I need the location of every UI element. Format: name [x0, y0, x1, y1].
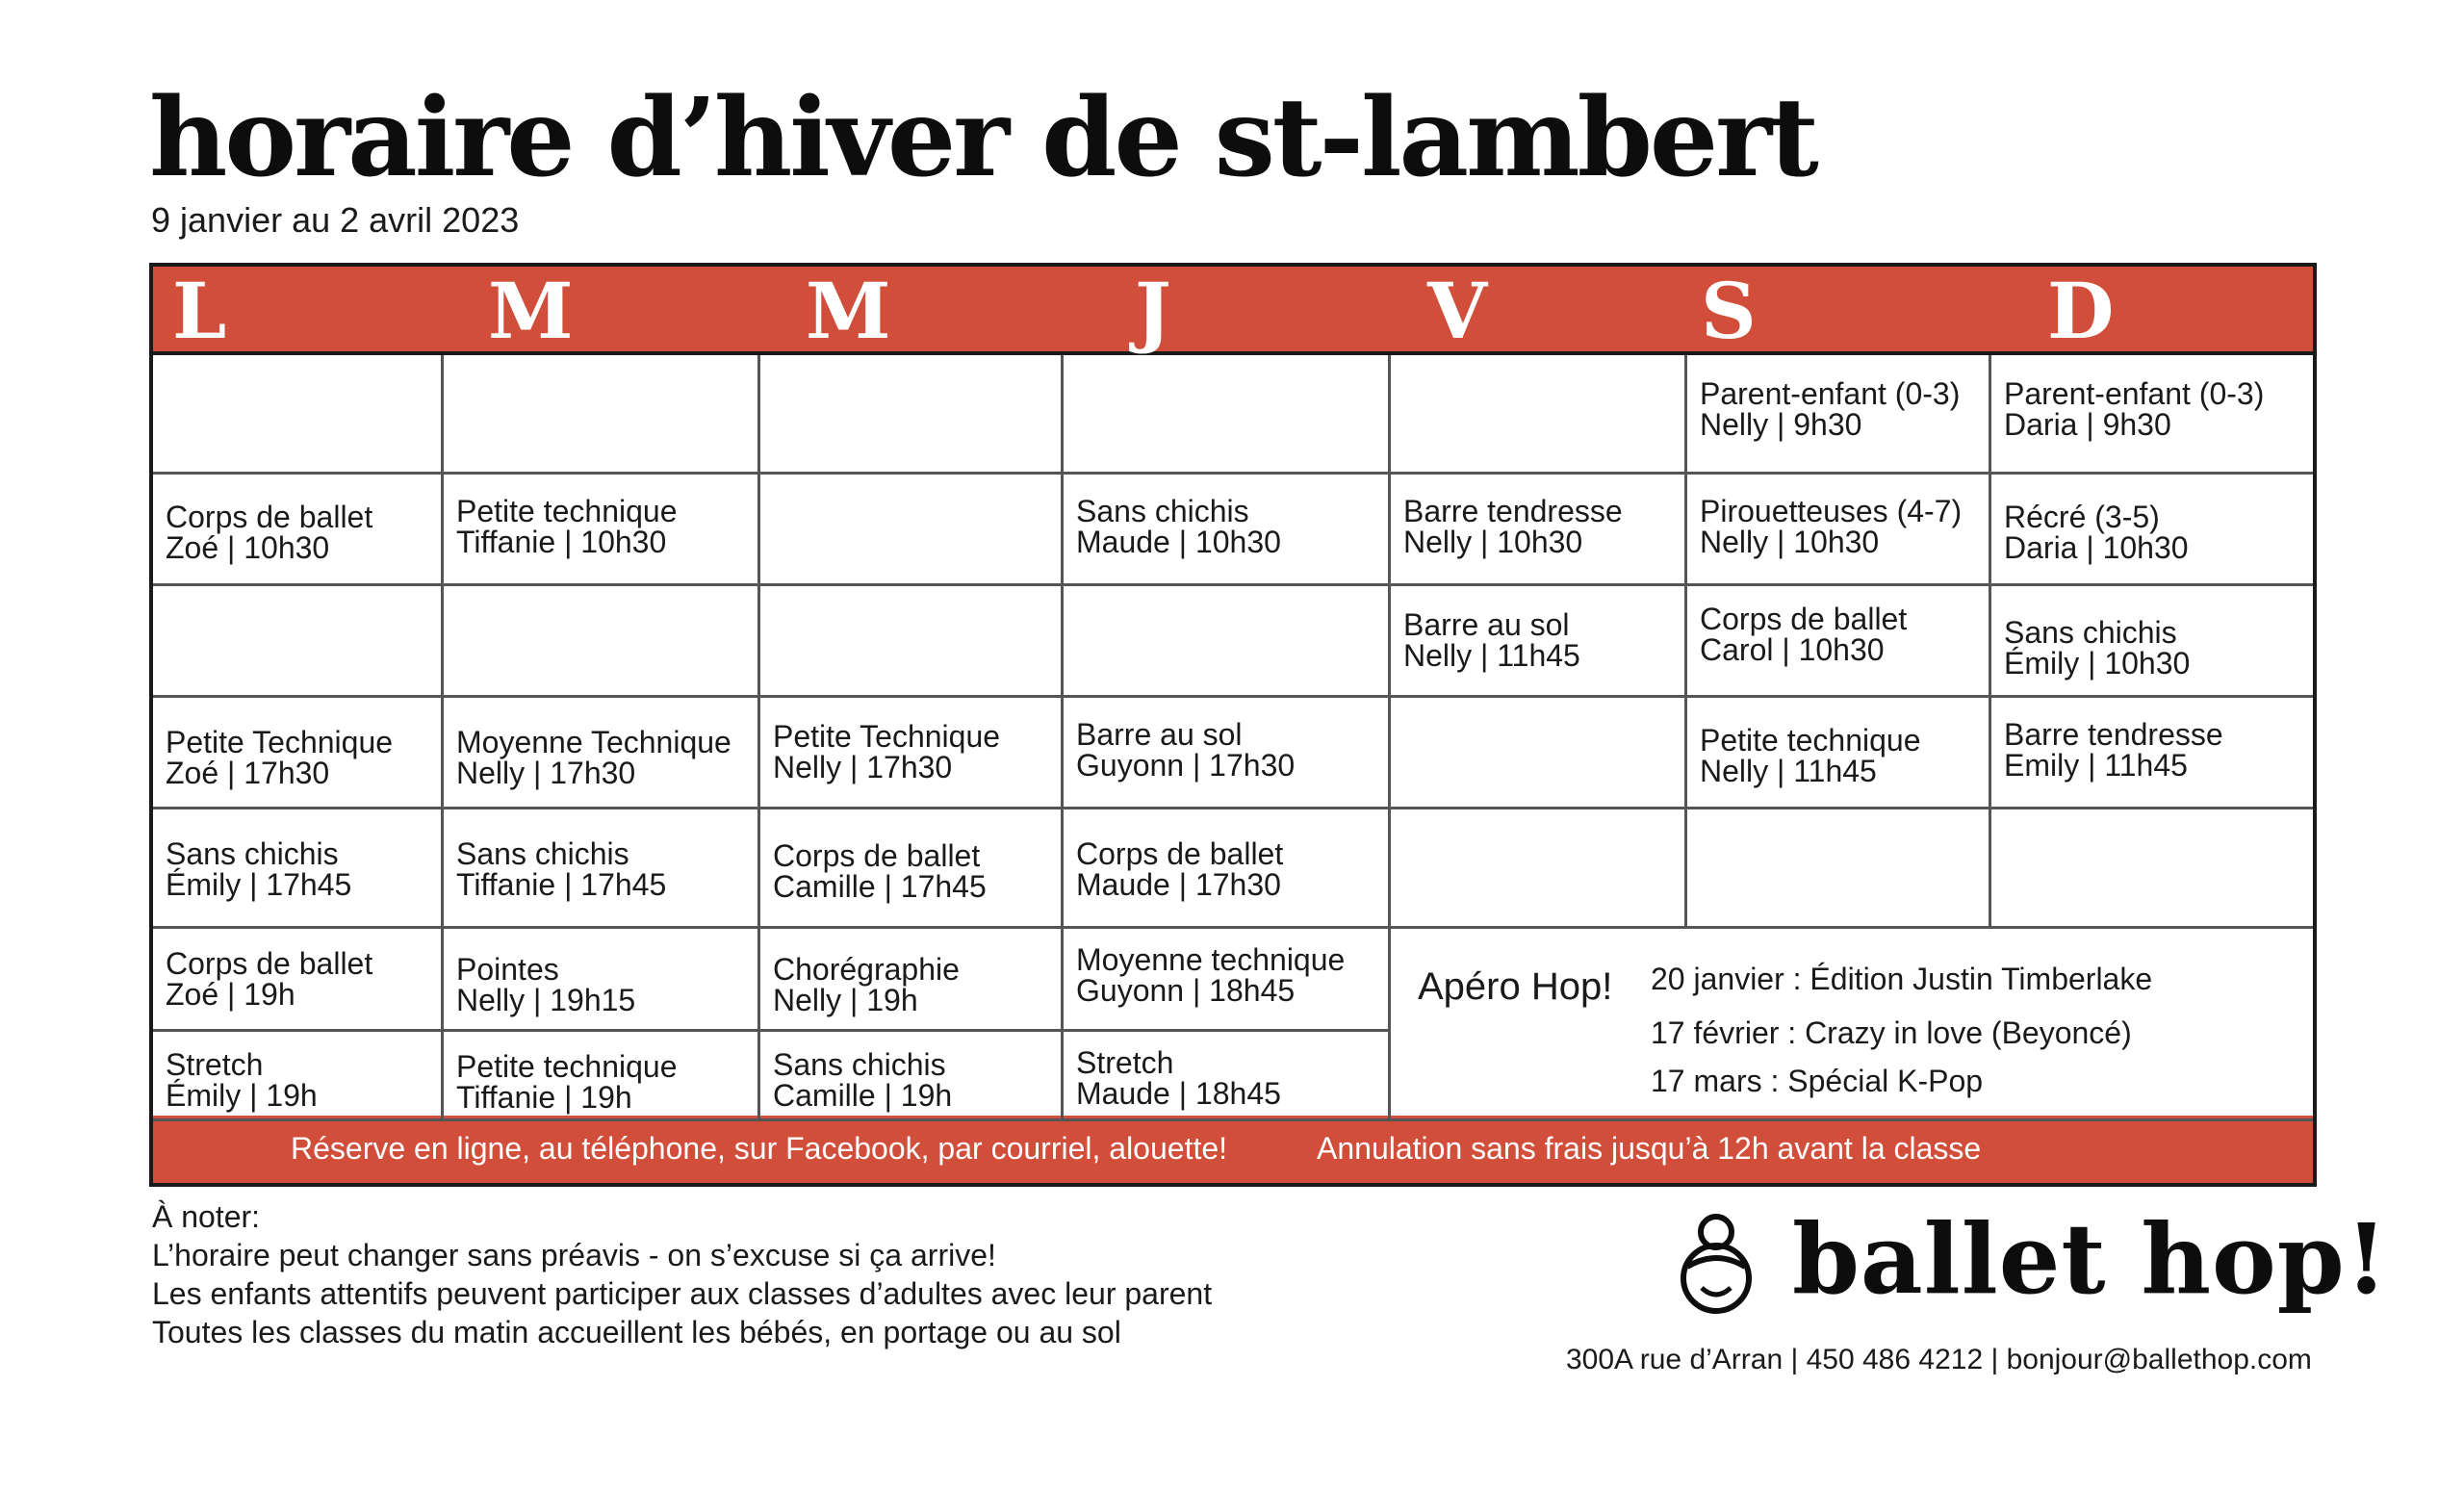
date-range: 9 janvier au 2 avril 2023 [151, 200, 520, 240]
class-name: Petite technique [456, 494, 678, 528]
class-name: Pirouetteuses (4-7) [1700, 494, 1963, 528]
class-cell [153, 475, 444, 586]
class-name: Stretch [166, 1047, 264, 1082]
class-cell [1064, 698, 1391, 809]
class-name: Barre tendresse [2004, 717, 2223, 752]
apero-event: 20 janvier : Édition Justin Timberlake [1651, 962, 2153, 996]
empty-cell [1391, 809, 1687, 929]
class-cell [760, 929, 1064, 1032]
class-cell [1991, 475, 2313, 586]
class-teacher-time: Émily | 19h [166, 1078, 318, 1113]
class-name: Sans chichis [773, 1047, 946, 1082]
class-teacher-time: Nelly | 11h45 [1403, 638, 1580, 673]
class-cell [1064, 929, 1391, 1032]
class-name: Sans chichis [456, 836, 629, 871]
class-name: Petite Technique [166, 725, 394, 759]
booking-banner [153, 1116, 2313, 1183]
class-name: Barre au sol [1076, 717, 1243, 752]
class-cell [153, 809, 444, 929]
class-teacher-time: Tiffanie | 10h30 [456, 525, 667, 559]
day-letter: L [172, 266, 227, 356]
class-teacher-time: Camille | 17h45 [773, 869, 987, 904]
empty-cell [760, 475, 1064, 586]
class-teacher-time: Maude | 18h45 [1076, 1076, 1281, 1111]
class-name: Parent-enfant (0-3) [2004, 376, 2265, 411]
schedule-table [149, 263, 2317, 1187]
class-teacher-time: Nelly | 11h45 [1700, 754, 1877, 788]
class-teacher-time: Tiffanie | 17h45 [456, 867, 667, 902]
class-cell [444, 475, 760, 586]
apero-hop-panel [1391, 929, 2313, 1121]
class-cell [1391, 475, 1687, 586]
class-name: Petite technique [1700, 723, 1921, 758]
class-teacher-time: Zoé | 10h30 [166, 530, 330, 565]
day-letter: D [2047, 266, 2115, 356]
class-cell [153, 1032, 444, 1121]
class-cell [444, 809, 760, 929]
contact-info: 300A rue d’Arran | 450 486 4212 | bonjour@ballethop.com [1566, 1344, 2312, 1375]
class-cell [153, 698, 444, 809]
class-teacher-time: Nelly | 9h30 [1700, 407, 1862, 442]
class-teacher-time: Camille | 19h [773, 1078, 953, 1113]
class-cell [1064, 809, 1391, 929]
empty-cell [1391, 698, 1687, 809]
class-cell [1991, 586, 2313, 698]
day-header-bar [153, 267, 2313, 355]
note-line: L’horaire peut changer sans préavis - on s’excuse si ça arrive! [152, 1238, 996, 1272]
class-name: Corps de ballet [166, 500, 373, 534]
class-name: Corps de ballet [1700, 602, 1908, 636]
class-name: Barre tendresse [1403, 494, 1623, 528]
apero-event: 17 mars : Spécial K-Pop [1651, 1064, 1984, 1098]
class-cell [1391, 586, 1687, 698]
class-name: Sans chichis [1076, 494, 1249, 528]
empty-cell [1991, 809, 2313, 929]
class-teacher-time: Zoé | 19h [166, 977, 295, 1012]
class-cell [760, 809, 1064, 929]
class-cell [444, 929, 760, 1032]
class-name: Sans chichis [2004, 615, 2177, 650]
class-cell [760, 1032, 1064, 1121]
empty-cell [153, 355, 444, 475]
class-name: Pointes [456, 952, 559, 987]
class-name: Corps de ballet [773, 838, 981, 873]
class-teacher-time: Daria | 10h30 [2004, 530, 2189, 565]
empty-cell [760, 586, 1064, 698]
note-line: À noter: [152, 1199, 261, 1234]
day-letter: M [488, 266, 574, 356]
empty-cell [1687, 809, 1991, 929]
empty-cell [1391, 355, 1687, 475]
class-teacher-time: Daria | 9h30 [2004, 407, 2171, 442]
class-cell [1064, 475, 1391, 586]
empty-cell [1064, 586, 1391, 698]
day-letter: J [1135, 266, 1171, 356]
class-name: Petite technique [456, 1049, 678, 1084]
class-cell [1687, 475, 1991, 586]
class-teacher-time: Tiffanie | 19h [456, 1080, 632, 1115]
class-teacher-time: Nelly | 10h30 [1700, 525, 1880, 559]
brand-name: ballet hop! [1792, 1202, 2389, 1316]
class-teacher-time: Nelly | 10h30 [1403, 525, 1583, 559]
day-letter: S [1701, 266, 1757, 356]
class-name: Barre au sol [1403, 607, 1570, 642]
class-cell [1687, 698, 1991, 809]
class-teacher-time: Maude | 17h30 [1076, 867, 1281, 902]
note-line: Toutes les classes du matin accueillent les bébés, en portage ou au sol [152, 1315, 1121, 1349]
class-teacher-time: Nelly | 19h [773, 983, 918, 1017]
booking-info: Réserve en ligne, au téléphone, sur Facebook, par courriel, alouette! [291, 1131, 1228, 1166]
class-teacher-time: Nelly | 19h15 [456, 983, 636, 1017]
class-teacher-time: Nelly | 17h30 [773, 750, 953, 784]
class-cell [1064, 1032, 1391, 1121]
class-teacher-time: Maude | 10h30 [1076, 525, 1281, 559]
class-name: Parent-enfant (0-3) [1700, 376, 1961, 411]
class-teacher-time: Nelly | 17h30 [456, 756, 636, 790]
class-name: Moyenne Technique [456, 725, 732, 759]
class-cell [444, 698, 760, 809]
class-teacher-time: Carol | 10h30 [1700, 632, 1885, 667]
class-teacher-time: Zoé | 17h30 [166, 756, 330, 790]
day-letter: M [806, 266, 891, 356]
apero-event: 17 février : Crazy in love (Beyoncé) [1651, 1015, 2132, 1050]
empty-cell [153, 586, 444, 698]
empty-cell [1064, 355, 1391, 475]
class-teacher-time: Émily | 17h45 [166, 867, 352, 902]
day-letter: V [1427, 266, 1488, 356]
class-name: Stretch [1076, 1045, 1174, 1080]
class-cell [1991, 355, 2313, 475]
class-cell [1687, 355, 1991, 475]
empty-cell [444, 586, 760, 698]
ballet-hop-logo-icon [1675, 1211, 1758, 1317]
cancellation-info: Annulation sans frais jusqu’à 12h avant la classe [1317, 1131, 1982, 1166]
page-title: horaire d’hiver de st-lambert [149, 75, 1816, 201]
class-cell [444, 1032, 760, 1121]
class-name: Récré (3-5) [2004, 500, 2160, 534]
empty-cell [760, 355, 1064, 475]
note-line: Les enfants attentifs peuvent participer aux classes d’adultes avec leur parent [152, 1276, 1213, 1311]
class-name: Moyenne technique [1076, 942, 1346, 977]
class-teacher-time: Guyonn | 18h45 [1076, 973, 1296, 1008]
class-teacher-time: Émily | 10h30 [2004, 646, 2191, 681]
apero-hop-title: Apéro Hop! [1418, 965, 1613, 1008]
class-name: Chorégraphie [773, 952, 960, 987]
class-teacher-time: Guyonn | 17h30 [1076, 748, 1296, 783]
class-name: Sans chichis [166, 836, 339, 871]
class-name: Corps de ballet [166, 946, 373, 981]
class-teacher-time: Emily | 11h45 [2004, 748, 2188, 783]
empty-cell [444, 355, 760, 475]
class-name: Corps de ballet [1076, 836, 1284, 871]
class-cell [1991, 698, 2313, 809]
class-cell [760, 698, 1064, 809]
class-name: Petite Technique [773, 719, 1001, 754]
class-cell [1687, 586, 1991, 698]
notes [152, 1197, 1212, 1351]
class-cell [153, 929, 444, 1032]
